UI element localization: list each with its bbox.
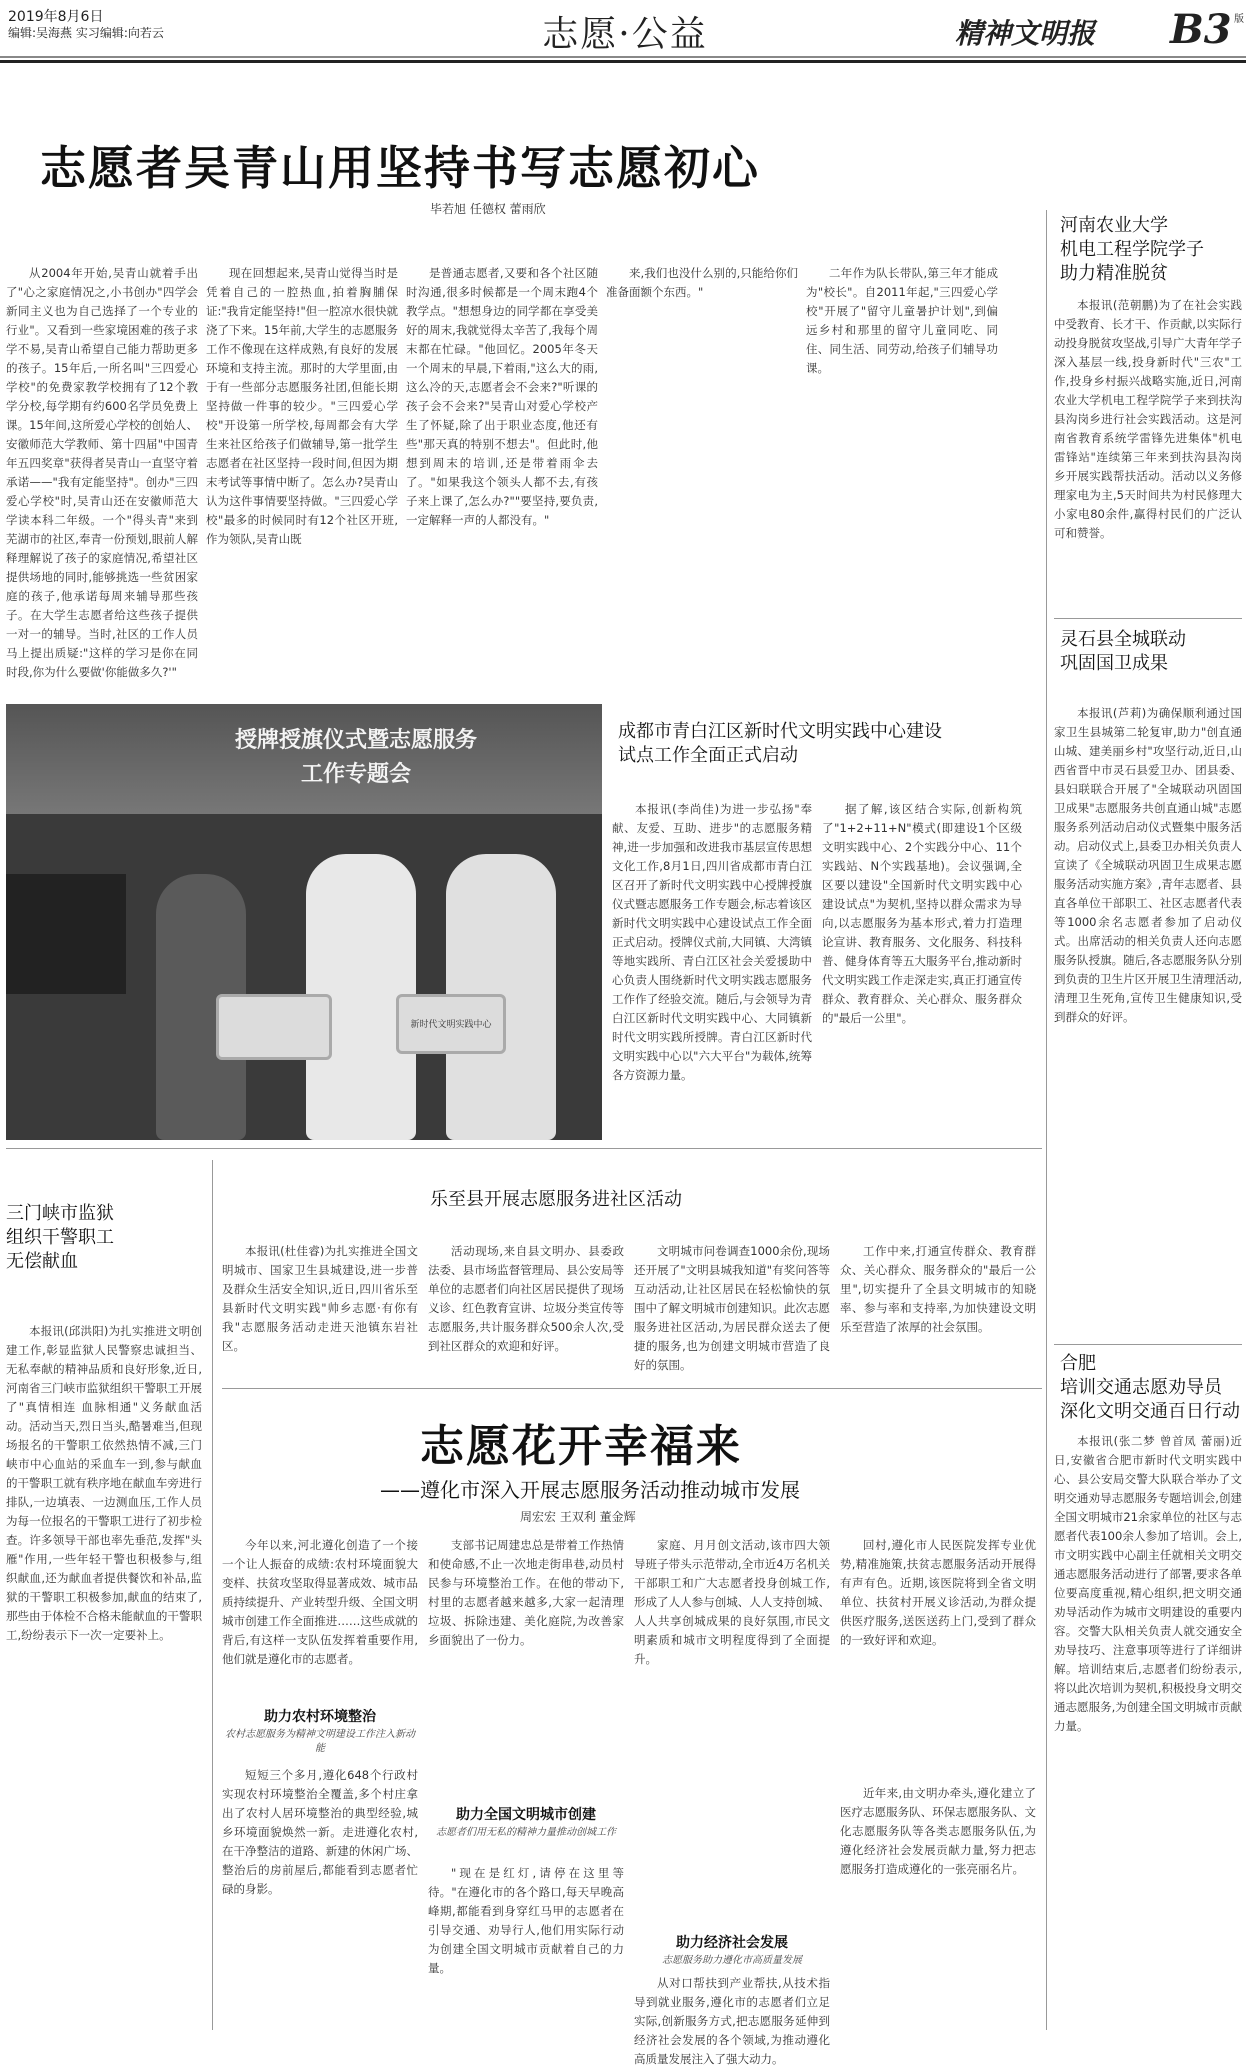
main-column-1: 从2004年开始,吴青山就着手出了"心之家庭情况之,小书创办"四学会新同主义也为自己选择了一个专业的行业"。又看到一些家境困难的孩子求学不易,吴青山希望自己能力帮助更多的孩子。15年后,一所名叫"三四爱心学校"的免费家教学校拥有了12个教学分校,每学期有约600名学员免费上课。15年间,这所爱心学校的创始人、安徽师范大学教师、第十四届"中国青年五四奖章"获得者吴青山一直坚守着承诺——"我有定能坚持"。创办"三四爱心学校"时,吴青山还在安徽师范大学读本科二年级。一个"得头青"来到芜湖市的社区,奉青一份预划,眼前人解释理解说了孩子的家庭情况,希望社区提供场地的同时,能够挑选一些贫困家庭的孩子,他承诺每周来辅导那些孩子。在大学生志愿者给这些孩子提供一对一的辅导。当时,社区的工作人员马上提出质疑:"这样的学习是你在同时段,你为什么要做'你能做多久?'"	[6, 266, 198, 679]
main-column-2: 现在回想起来,吴青山觉得当时是凭着自己的一腔热血,拍着胸脯保证:"我肯定能坚持!"但一腔凉水很快就浇了下来。15年前,大学生的志愿服务工作不像现在这样成熟,有良好的发展环境和支持主流。那时的大学里面,由于有一些部分志愿服务社团,但能长期坚持做一件事的较少。"三四爱心学校"开设第一所学校,每周都会有大学生来社区给孩子们做辅导,第一批学生志愿者在社区坚持一段时间,但因为期末考试等事情中断了。怎么办?吴青山认为这件事情要坚持做。"三四爱心学校"最多的时候同时有12个社区开班,作为领队,吴青山既	[206, 266, 398, 546]
sidebar-divider	[1046, 210, 1047, 2030]
henan-title: 河南农业大学 机电工程学院学子 助力精准脱贫	[1060, 215, 1204, 284]
lezhi-column-4: 工作中来,打通宣传群众、教育群众、关心群众、服务群众的"最后一公里",切实提升了全县文明城市的知晓率、参与率和支持率,为加快建设文明乐至营造了浓厚的社会氛围。	[840, 1244, 1036, 1334]
chengdu-column-1: 本报讯(李尚佳)为进一步弘扬"奉献、友爱、互助、进步"的志愿服务精神,进一步加强和改进我市基层宣传思想文化工作,8月1日,四川省成都市青白江区召开了新时代文明实践中心授牌授旗仪式暨志愿服务工作专题会,标志着该区新时代文明实践中心建设试点工作全面正式启动。授牌仪式前,大同镇、大湾镇等地实践所、青白江区社会关爱援助中心负责人围绕新时代文明实践志愿服务工作作了经验交流。随后,与会领导为青白江区新时代文明实践中心、大同镇新时代文明实践所授牌。青白江区新时代文明实践中心以"六大平台"为载体,统筹各方资源力量。	[612, 802, 812, 1082]
issue-date: 2019年8月6日	[8, 9, 104, 25]
photo-banner-text: 授牌授旗仪式暨志愿服务 工作专题会	[234, 728, 477, 787]
feature-column-2a: 支部书记周建忠总是带着工作热情和使命感,不止一次地走街串巷,动员村民参与环境整治工作。在他的带动下,村里的志愿者越来越多,大家一起清理垃圾、拆除违建、美化庭院,为改善家乡面貌出了一份力。	[428, 1538, 624, 1647]
header-rule	[0, 60, 1246, 63]
henan-text: 本报讯(范朝鹏)为了在社会实践中受教育、长才干、作贡献,以实际行动投身脱贫攻坚战,引导广大青年学子深入基层一线,投身新时代"三农"工作,投身乡村振兴战略实施,近日,河南农业大学机电工程学院学子来到扶沟县沟岗乡进行社会实践活动。这是河南省教育系统学雷锋先进集体"机电雷锋站"连续第三年来到扶沟县沟岗乡开展实践帮扶活动。活动以义务修理家电为主,5天时间共为村民修理大小家电80余件,赢得村民们的广泛认可和赞誉。	[1054, 298, 1242, 540]
feature-column-3a: 家庭、月月创文活动,该市四大领导班子带头示范带动,全市近4万名机关干部职工和广大志愿者投身创城工作,形成了人人参与创城、人人支持创城、人人共享创城成果的良好氛围,市民文明素质和城市文明程度得到了全面提升。	[634, 1538, 830, 1666]
hefei-text: 本报讯(张二梦 曾首凤 蕾丽)近日,安徽省合肥市新时代文明实践中心、县公安局交警大队联合举办了文明交通劝导志愿服务专题培训会,创建全国文明城市21余家单位的社区与志愿者代表100余人参加了培训。会上,市文明实践中心副主任就相关文明交通志愿服务活动进行了部署,要求各单位要高度重视,精心组织,把文明交通劝导活动作为城市文明建设的重要内容。交警大队相关负责人就交通安全劝导技巧、注意事项等进行了详细讲解。培训结束后,志愿者们纷纷表示,将以此次培训为契机,积极投身文明交通志愿服务,为创建全国文明城市贡献力量。	[1054, 1434, 1242, 1733]
photo-plaque-left	[216, 994, 332, 1060]
ceremony-photo	[6, 704, 602, 1140]
lezhi-column-3: 文明城市问卷调查1000余份,现场还开展了"文明县城我知道"有奖问答等互动活动,让社区居民在轻松愉快的氛围中了解文明城市创建知识。此次志愿服务进社区活动,为居民群众送去了便捷的服务,也为创建文明城市营造了良好的氛围。	[634, 1244, 830, 1372]
feature-subhead-3: 助力经济社会发展	[676, 1935, 788, 1951]
feature-subnote-3: 志愿服务助力遵化市高质量发展	[662, 1955, 802, 1966]
left-divider	[212, 1160, 213, 2030]
header-stripe	[0, 56, 1246, 58]
feature-byline: 周宏宏 王双利 董金辉	[520, 1510, 636, 1524]
hefei-title: 合肥 培训交通志愿劝导员 深化文明交通百日行动	[1060, 1353, 1240, 1422]
page-number: B3	[1170, 6, 1232, 53]
sidebar-rule-1	[1054, 618, 1242, 619]
photo-banner	[6, 704, 602, 814]
feature-headline: 志愿花开幸福来	[420, 1421, 742, 1472]
lezhi-column-1: 本报讯(杜佳睿)为扎实推进全国文明城市、国家卫生县城建设,进一步普及群众生活安全知识,近日,四川省乐至县新时代文明实践"帅乡志愿·有你有我"志愿服务活动走进天池镇东岩社区。	[222, 1244, 418, 1353]
photo-side-board	[6, 874, 126, 994]
feature-column-4b: 近年来,由文明办牵头,遵化建立了医疗志愿服务队、环保志愿服务队、文化志愿服务队等各类志愿服务队伍,为遵化经济社会发展贡献力量,努力把志愿服务打造成遵化的一张亮丽名片。	[840, 1786, 1036, 1876]
section-title: 志愿·公益	[542, 14, 708, 55]
main-column-4: 来,我们也没什么别的,只能给你们准备面额个东西。"	[606, 266, 798, 299]
lezhi-column-2: 活动现场,来自县文明办、县委政法委、县市场监督管理局、县公安局等单位的志愿者们向社区居民提供了现场义诊、红色教育宣讲、垃圾分类宣传等志愿服务,共计服务群众500余人次,受到社区群众的欢迎和好评。	[428, 1244, 624, 1353]
chengdu-column-2: 据了解,该区结合实际,创新构筑了"1+2+11+N"模式(即建设1个区级文明实践中心、2个实践分中心、11个实践站、N个实践基地)。会议强调,全区要以建设"全国新时代文明实践中心建设试点"为契机,坚持以群众需求为导向,以志愿服务为基本形式,着力打造理论宣讲、教育服务、文化服务、科技科普、健身体育等五大服务平台,推动新时代文明实践工作走深走实,真正打通宣传群众、教育群众、关心群众、服务群众的"最后一公里"。	[822, 802, 1022, 1025]
section-rule-1	[6, 1148, 1042, 1149]
feature-subnote-1: 农村志愿服务为精神文明建设工作注入新动能	[225, 1729, 415, 1754]
feature-column-3b: 从对口帮扶到产业帮扶,从技术指导到就业服务,遵化市的志愿者们立足实际,创新服务方式,把志愿服务延伸到经济社会发展的各个领域,为推动遵化高质量发展注入了强大动力。	[634, 1976, 830, 2066]
sidebar-rule-2	[1054, 1344, 1242, 1345]
feature-column-1a: 今年以来,河北遵化创造了一个接一个让人振奋的成绩:农村环境面貌大变样、扶贫攻坚取得显著成效、城市品质持续提升、产业转型升级、全国文明城市创建工作全面推进……这些成就的背后,有这样一支队伍发挥着重要作用,他们就是遵化市的志愿者。	[222, 1538, 418, 1666]
lezhi-title: 乐至县开展志愿服务进社区活动	[430, 1189, 682, 1210]
feature-subnote-2: 志愿者们用无私的精神力量推动创城工作	[436, 1827, 616, 1838]
photo-plaque-right: 新时代文明实践中心	[396, 994, 506, 1054]
feature-column-1b: 短短三个多月,遵化648个行政村实现农村环境整治全覆盖,多个村庄拿出了农村人居环境整治的典型经验,城乡环境面貌焕然一新。走进遵化农村,在干净整洁的道路、新建的休闲广场、整治后的房前屋后,都能看到志愿者忙碌的身影。	[222, 1768, 418, 1896]
feature-column-4a: 回村,遵化市人民医院发挥专业优势,精准施策,扶贫志愿服务活动开展得有声有色。近期,该医院将到全省文明单位、扶贫村开展义诊活动,为群众提供医疗服务,送医送药上门,受到了群众的一致好评和欢迎。	[840, 1538, 1036, 1647]
main-headline: 志愿者吴青山用坚持书写志愿初心	[40, 141, 760, 195]
sanmenxia-title: 三门峡市监狱 组织干警职工 无偿献血	[6, 1203, 114, 1272]
feature-subtitle: ——遵化市深入开展志愿服务活动推动城市发展	[380, 1478, 800, 1502]
sanmenxia-text: 本报讯(邱洪阳)为扎实推进文明创建工作,彰显监狱人民警察忠诚担当、无私奉献的精神品质和良好形象,近日,河南省三门峡市监狱组织干警职工开展了"真情相连 血脉相通"义务献血活动。活动当天,烈日当头,酷暑难当,但现场报名的干警职工依然热情不减,三门峡市中心血站的采血车一到,参与献血的干警职工就有秩序地在献血车旁进行排队,一边填表、一边测血压,工作人员为每一位报名的干警职工进行了初步检查。许多领导干部也率先垂范,发挥"头雁"作用,一些年轻干警也积极参与,组织献血,还为献血者提供餐饮和补品,监狱的干警职工积极参加,献血的结束了,那些由于体检不合格未能献血的干警职工,纷纷表示下一次一定要补上。	[6, 1324, 202, 1642]
lingqiu-title: 灵石县全城联动 巩固国卫成果	[1060, 629, 1186, 674]
feature-subhead-1: 助力农村环境整治	[264, 1709, 376, 1725]
feature-subhead-2: 助力全国文明城市创建	[456, 1807, 596, 1823]
chengdu-title: 成都市青白江区新时代文明实践中心建设 试点工作全面正式启动	[618, 721, 942, 766]
main-byline: 毕若旭 任德权 蕾雨欣	[430, 202, 546, 216]
lingqiu-text: 本报讯(芦莉)为确保顺利通过国家卫生县城第二轮复审,助力"创直通山城、建美丽乡村"攻坚行动,近日,山西省晋中市灵石县爱卫办、团县委、县妇联联合开展了"全城联动巩固国卫成果"志愿服务共创直通山城"志愿服务系列活动启动仪式暨集中服务活动。启动仪式上,县委卫办相关负责人宣读了《全城联动巩固卫生成果志愿服务活动实施方案》,青年志愿者、县直各单位干部职工、社区志愿者代表等1000余名志愿者参加了启动仪式。出席活动的相关负责人还向志愿服务队授旗。随后,各志愿服务队分别到负责的卫生片区开展卫生清理活动,清理卫生死角,宣传卫生健康知识,受到群众的好评。	[1054, 706, 1242, 1024]
editor-credit: 编辑:吴海燕 实习编辑:向若云	[8, 26, 164, 40]
section-rule-2	[222, 1388, 1042, 1389]
feature-column-2b: "现在是红灯,请停在这里等待。"在遵化市的各个路口,每天早晚高峰期,都能看到身穿红马甲的志愿者在引导交通、劝导行人,他们用实际行动为创建全国文明城市贡献着自己的力量。	[428, 1866, 624, 1975]
masthead: 精神文明报	[955, 17, 1096, 50]
page-unit: 版	[1234, 14, 1244, 25]
main-column-5: 二年作为队长带队,第三年才能成为"校长"。自2011年起,"三四爱心学校"开展了"留守儿童暑护计划",到偏远乡村和那里的留守儿童同吃、同住、同生活、同劳动,给孩子们辅导功课。	[806, 266, 998, 375]
main-column-3: 是普通志愿者,又要和各个社区随时沟通,很多时候都是一个周末跑4个教学点。"想想身边的同学都在享受美好的周末,我就觉得太辛苦了,我每个周末都在忙碌。"他回忆。2005年冬天一个周末的早晨,下着雨,"这么大的雨,这么冷的天,志愿者会不会来?"听课的孩子会不会来?"吴青山对爱心学校产生了怀疑,除了出于职业态度,他还有些"那天真的特别不想去"。但此时,他想到周末的培训,还是带着雨伞去了。"如果我这个领头人都不去,有孩子来上课了,怎么办?""要坚持,要负责,一定解释一声的人都没有。"	[406, 266, 598, 527]
